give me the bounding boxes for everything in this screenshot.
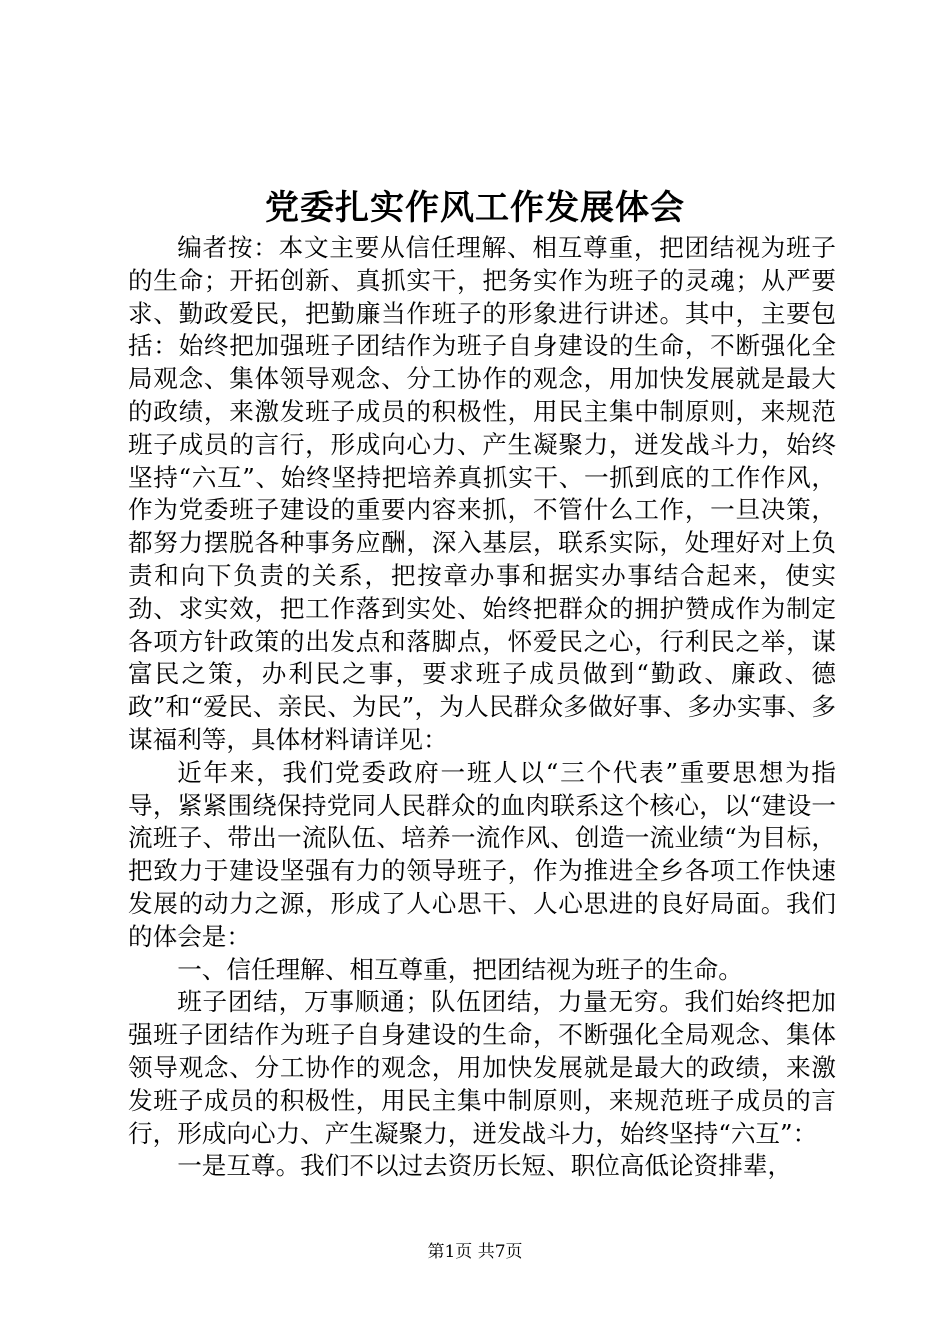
page-number-footer: 第1页 共7页: [427, 1242, 523, 1262]
paragraph-unity: 班子团结，万事顺通；队伍团结，力量无穷。我们始终把加强班子团结作为班子自身建设的生命，不断强化全局观念、集体领导观念、分工协作的观念，用加快发展就是最大的政绩，来激发班子成员的积极性，用民主集中制原则，来规范班子成员的言行，形成向心力、产生凝聚力，迸发战斗力，始终坚持“六互”：: [128, 987, 836, 1148]
paragraph-editor-note: 编者按：本文主要从信任理解、相互尊重，把团结视为班子的生命；开拓创新、真抓实干，把务实作为班子的灵魂；从严要求、勤政爱民，把勤廉当作班子的形象进行讲述。其中，主要包括：始终把加强班子团结作为班子自身建设的生命，不断强化全局观念、集体领导观念、分工协作的观念，用加快发展就是最大的政绩，来激发班子成员的积极性，用民主集中制原则，来规范班子成员的言行，形成向心力、产生凝聚力，迸发战斗力，始终坚持“六互”、始终坚持把培养真抓实干、一抓到底的工作作风，作为党委班子建设的重要内容来抓，不管什么工作，一旦决策，都努力摆脱各种事务应酬，深入基层，联系实际，处理好对上负责和向下负责的关系，把按章办事和据实办事结合起来，使实劲、求实效，把工作落到实处、始终把群众的拥护赞成作为制定各项方针政策的出发点和落脚点，怀爱民之心，行利民之举，谋富民之策，办利民之事，要求班子成员做到“勤政、廉政、德政”和“爱民、亲民、为民”，为人民群众多做好事、多办实事、多谋福利等，具体材料请详见：: [128, 233, 836, 754]
document-body: [128, 232, 836, 1183]
paragraph-section-heading: 一、信任理解、相互尊重，把团结视为班子的生命。: [177, 954, 743, 984]
paragraph-intro: 近年来，我们党委政府一班人以“三个代表”重要思想为指导，紧紧围绕保持党同人民群众的血肉联系这个核心，以“建设一流班子、带出一流队伍、培养一流作风、创造一流业绩“为目标，把致力于建设坚强有力的领导班子，作为推进全乡各项工作快速发展的动力之源，形成了人心思干、人心思进的良好局面。我们的体会是：: [128, 757, 836, 951]
document-title: 党委扎实作风工作发展体会: [265, 188, 685, 228]
paragraph-mutual-respect: 一是互尊。我们不以过去资历长短、职位高低论资排辈，: [177, 1151, 793, 1181]
